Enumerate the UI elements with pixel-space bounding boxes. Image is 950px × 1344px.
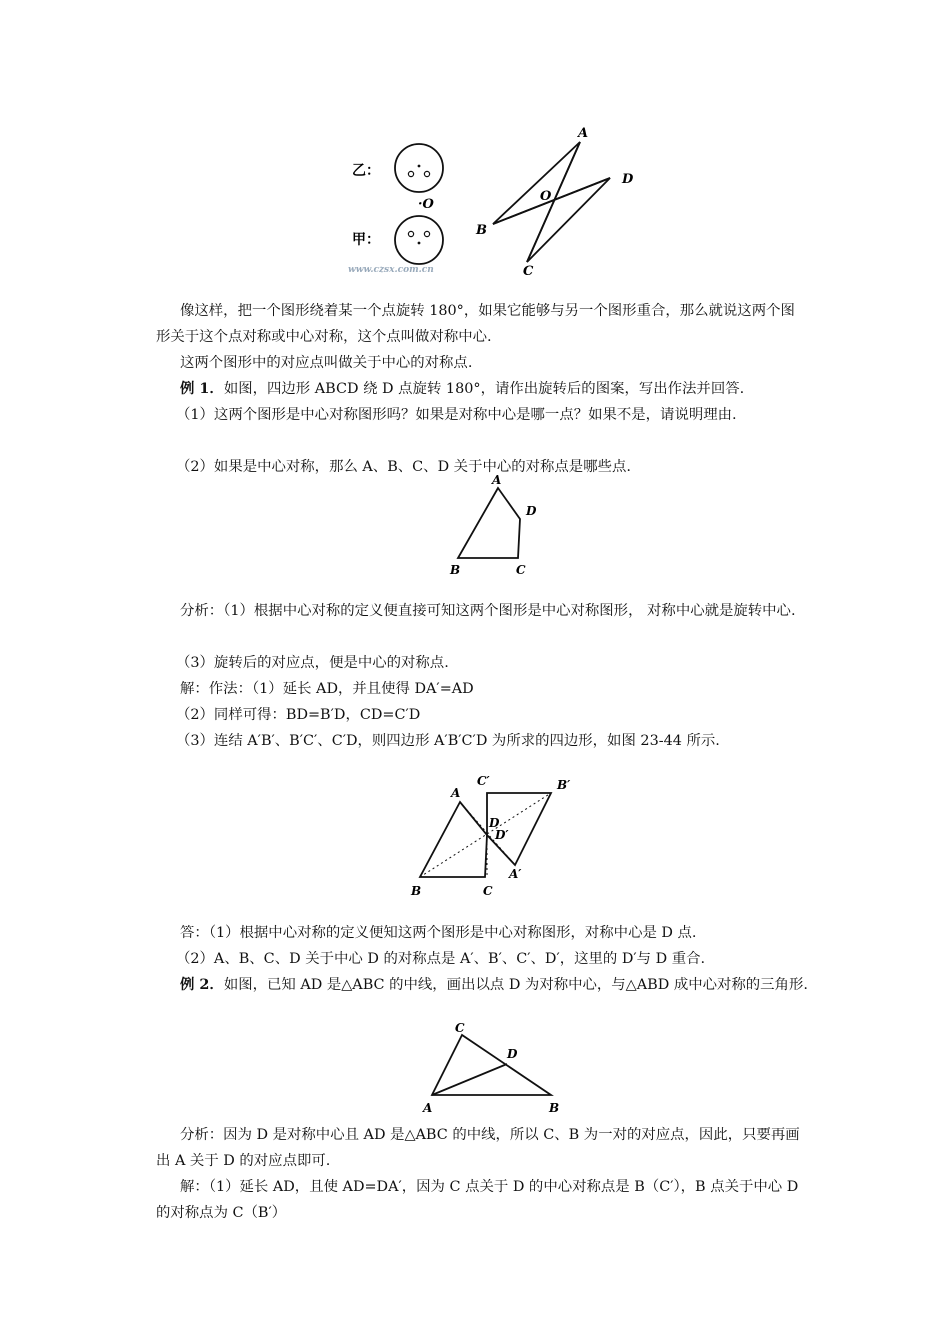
quad-point-a: A [492, 473, 502, 487]
rot-point-c: C [483, 884, 493, 898]
rot-point-a: A [451, 786, 461, 800]
example-2-analysis: 分析：因为 D 是对称中心且 AD 是△ABC 的中线，所以 C、B 为一对的对应点，因此，只要再画出 A 关于 D 的对应点即可. [156, 1127, 800, 1169]
segment-ac [527, 142, 580, 262]
example-1-analysis-3: （3）旋转后的对应点，便是中心的对称点. [176, 655, 449, 671]
quad-point-b: B [450, 563, 461, 577]
example-2-label: 例 2． [180, 976, 224, 993]
rot-point-c-prime: C′ [477, 774, 490, 788]
circle-jia-dot-right [424, 231, 429, 236]
point-a: A [578, 126, 589, 141]
rot-point-b: B [411, 884, 422, 898]
circle-yi-dot-center [418, 165, 421, 168]
circle-jia [395, 216, 443, 264]
tri-point-c: C [455, 1021, 465, 1035]
tri-point-a: A [423, 1101, 433, 1115]
paragraph-symmetric-points: 这两个图形中的对应点叫做关于中心的对称点. [180, 355, 473, 371]
example-1-solution-2: （2）同样可得：BD=B′D，CD=C′D [176, 707, 421, 723]
point-o: O [540, 189, 552, 204]
example-1-text: 如图，四边形 ABCD 绕 D 点旋转 180°，请作出旋转后的图案，写出作法并回答. [223, 381, 745, 397]
example-1-solution-3: （3）连结 A′B′、B′C′、C′D，则四边形 A′B′C′D 为所求的四边形，如图 23-44 所示. [176, 733, 720, 749]
x-shape [493, 142, 610, 262]
rot-point-d: D [489, 816, 500, 830]
triangle-abc [432, 1035, 551, 1095]
rot-point-a-prime: A′ [509, 867, 522, 881]
quadrilateral [458, 488, 520, 558]
label-yi: 乙： [352, 163, 380, 179]
figure-triangle-abc-median [415, 1018, 575, 1118]
circle-jia-dot-center [418, 242, 421, 245]
figure-rotated-quadrilateral [405, 765, 585, 905]
example-2-text: 如图，已知 AD 是△ABC 的中线，画出以点 D 为对称中心，与△ABD 成中心对称的三角形. [223, 977, 808, 993]
label-jia: 甲： [352, 232, 380, 248]
example-2-solution: 解：（1）延长 AD，且使 AD=DA′，因为 C 点关于 D 的中心对称点是 B（C′），B 点关于中心 D 的对称点为 C（B′） [156, 1179, 799, 1221]
point-c: C [523, 264, 534, 279]
circle-yi-dot-left [408, 171, 413, 176]
point-b: B [476, 223, 487, 238]
example-1-analysis-1: 分析：（1）根据中心对称的定义便直接可知这两个图形是中心对称图形， 对称中心就是旋转中心. [180, 603, 796, 619]
median-ad [432, 1064, 507, 1095]
example-1-answer-1: 答：（1）根据中心对称的定义便知这两个图形是中心对称图形，对称中心是 D 点. [180, 925, 697, 941]
example-1-statement [156, 376, 808, 402]
example-1-label: 例 1． [180, 380, 224, 397]
figure-central-symmetry-examples [340, 120, 660, 285]
label-o-center: ·O [418, 197, 434, 212]
point-d: D [622, 172, 634, 187]
figure-quadrilateral-abcd [440, 470, 550, 580]
segment-bd [493, 178, 610, 224]
example-1-answer-2: （2）A、B、C、D 关于中心 D 的对称点是 A′、B′、C′、D′，这里的 D′与 D 重合. [176, 951, 706, 967]
example-2-statement [156, 972, 808, 998]
watermark: www.czsx.com.cn [348, 265, 434, 275]
example-1-question-1: （1）这两个图形是中心对称图形吗？如果是对称中心是哪一点？如果不是，请说明理由. [176, 407, 737, 423]
paragraph-definition: 像这样，把一个图形绕着某一个点旋转 180°，如果它能够与另一个图形重合，那么就说这两个图形关于这个点对称或中心对称，这个点叫做对称中心. [156, 303, 795, 345]
circle-yi-dot-right [424, 171, 429, 176]
tri-point-b: B [549, 1101, 560, 1115]
quad-point-c: C [516, 563, 526, 577]
rot-point-d-prime: D′ [495, 828, 509, 842]
example-1-question-2: （2）如果是中心对称，那么 A、B、C、D 关于中心的对称点是哪些点. [176, 459, 631, 475]
circle-yi [395, 144, 443, 192]
original-quadrilateral [420, 802, 487, 877]
quad-point-d: D [526, 504, 537, 518]
tri-point-d: D [507, 1047, 518, 1061]
example-1-solution-1: 解：作法：（1）延长 AD，并且使得 DA′=AD [180, 681, 474, 697]
circle-jia-dot-left [408, 231, 413, 236]
rot-point-b-prime: B′ [557, 778, 571, 792]
